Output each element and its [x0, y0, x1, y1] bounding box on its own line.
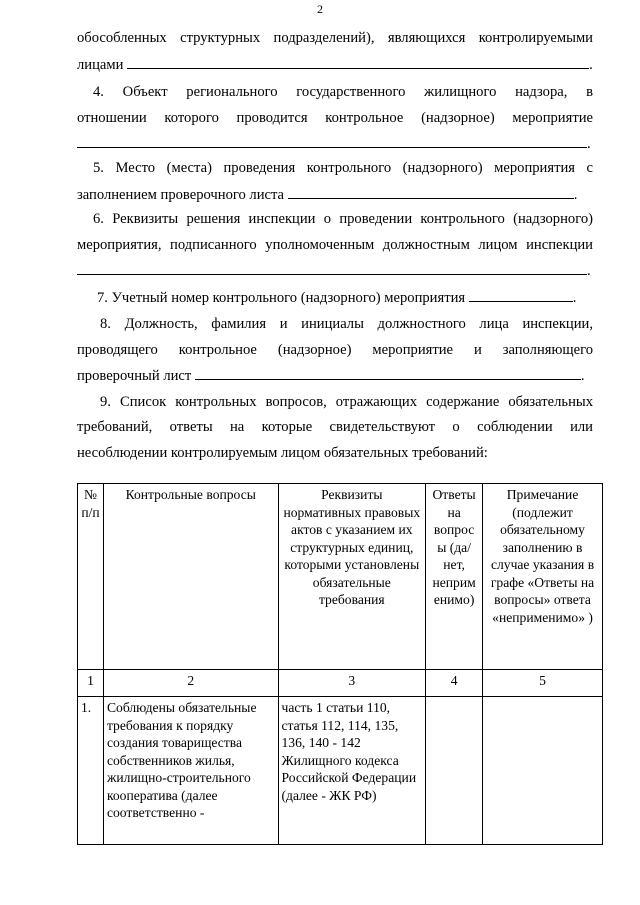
text-fragment: проверочный лист [77, 368, 192, 384]
text-fragment: лицами [77, 57, 124, 73]
text-fragment: 7. Учетный номер контрольного (надзорного) мероприятия [97, 290, 466, 306]
text-fragment: . [587, 136, 591, 152]
text-fragment: заполнением проверочного листа [77, 187, 285, 203]
text-line: отношении которого проводится контрольное (надзорное) мероприятие [77, 110, 593, 126]
fill-in-blank[interactable] [288, 186, 574, 199]
text-fragment: . [580, 368, 585, 384]
fill-in-blank[interactable] [127, 56, 589, 69]
text-line: проводящего контрольное (надзорное) мероприятие и заполняющего [77, 342, 593, 358]
text-line: обособленных структурных подразделений), являющихся контролируемыми [77, 30, 593, 46]
text-line-with-blank [77, 135, 593, 153]
text-fragment: . [572, 290, 577, 306]
table-row [78, 697, 603, 845]
text-line-with-blank [77, 186, 593, 204]
row-number: 1. [78, 697, 104, 845]
column-number: 2 [103, 670, 278, 697]
header-number: № п/п [78, 484, 104, 670]
column-number: 5 [483, 670, 603, 697]
control-question: Соблюдены обязательные требования к порядку создания товарищества собственников жилья, жилищно-строительного кооператива (далее соответственно - [103, 697, 278, 845]
column-number: 1 [78, 670, 104, 697]
text-fragment: . [573, 187, 578, 203]
text-line-with-blank [77, 367, 593, 385]
text-line-with-blank [97, 289, 593, 307]
fill-in-blank[interactable] [469, 289, 573, 302]
text-line: мероприятия, подписанного уполномоченным должностным лицом инспекции [77, 237, 593, 253]
text-line: 9. Список контрольных вопросов, отражающих содержание обязательных [100, 394, 593, 410]
table-header-row [78, 484, 603, 670]
legal-reference: часть 1 статьи 110, статья 112, 114, 135, 136, 140 - 142 Жилищного кодекса Российской Федерации (далее - ЖК РФ) [278, 697, 426, 845]
text-line-with-blank [77, 56, 593, 74]
text-line-with-blank [77, 262, 593, 280]
text-line: несоблюдении контролируемым лицом обязательных требований: [77, 445, 488, 461]
header-answers: Ответы на вопрос ы (да/нет, неприм енимо) [426, 484, 483, 670]
text-fragment: . [589, 57, 593, 73]
answer-cell[interactable] [426, 697, 483, 845]
fill-in-blank[interactable] [77, 135, 587, 148]
text-fragment: . [587, 263, 591, 279]
text-line: 5. Место (места) проведения контрольного (надзорного) мероприятия с [93, 160, 593, 176]
column-number: 4 [426, 670, 483, 697]
text-line: требований, ответы на которые свидетельствуют о соблюдении или [77, 419, 593, 435]
text-line: 8. Должность, фамилия и инициалы должностного лица инспекции, [100, 316, 593, 332]
text-line: 6. Реквизиты решения инспекции о проведении контрольного (надзорного) [93, 211, 593, 227]
header-legal-references: Реквизиты нормативных правовых актов с указанием их структурных единиц, которыми установлены обязательные требования [278, 484, 426, 670]
note-cell[interactable] [483, 697, 603, 845]
header-questions: Контрольные вопросы [103, 484, 278, 670]
page-number: 2 [317, 2, 323, 16]
fill-in-blank[interactable] [195, 367, 581, 380]
text-line: 4. Объект регионального государственного жилищного надзора, в [93, 84, 593, 100]
column-number-row [78, 670, 603, 697]
column-number: 3 [278, 670, 426, 697]
checklist-table [77, 483, 603, 845]
fill-in-blank[interactable] [77, 262, 587, 275]
header-notes: Примечание (подлежит обязательному заполнению в случае указания в графе «Ответы на вопросы» ответа «неприменимо» ) [483, 484, 603, 670]
